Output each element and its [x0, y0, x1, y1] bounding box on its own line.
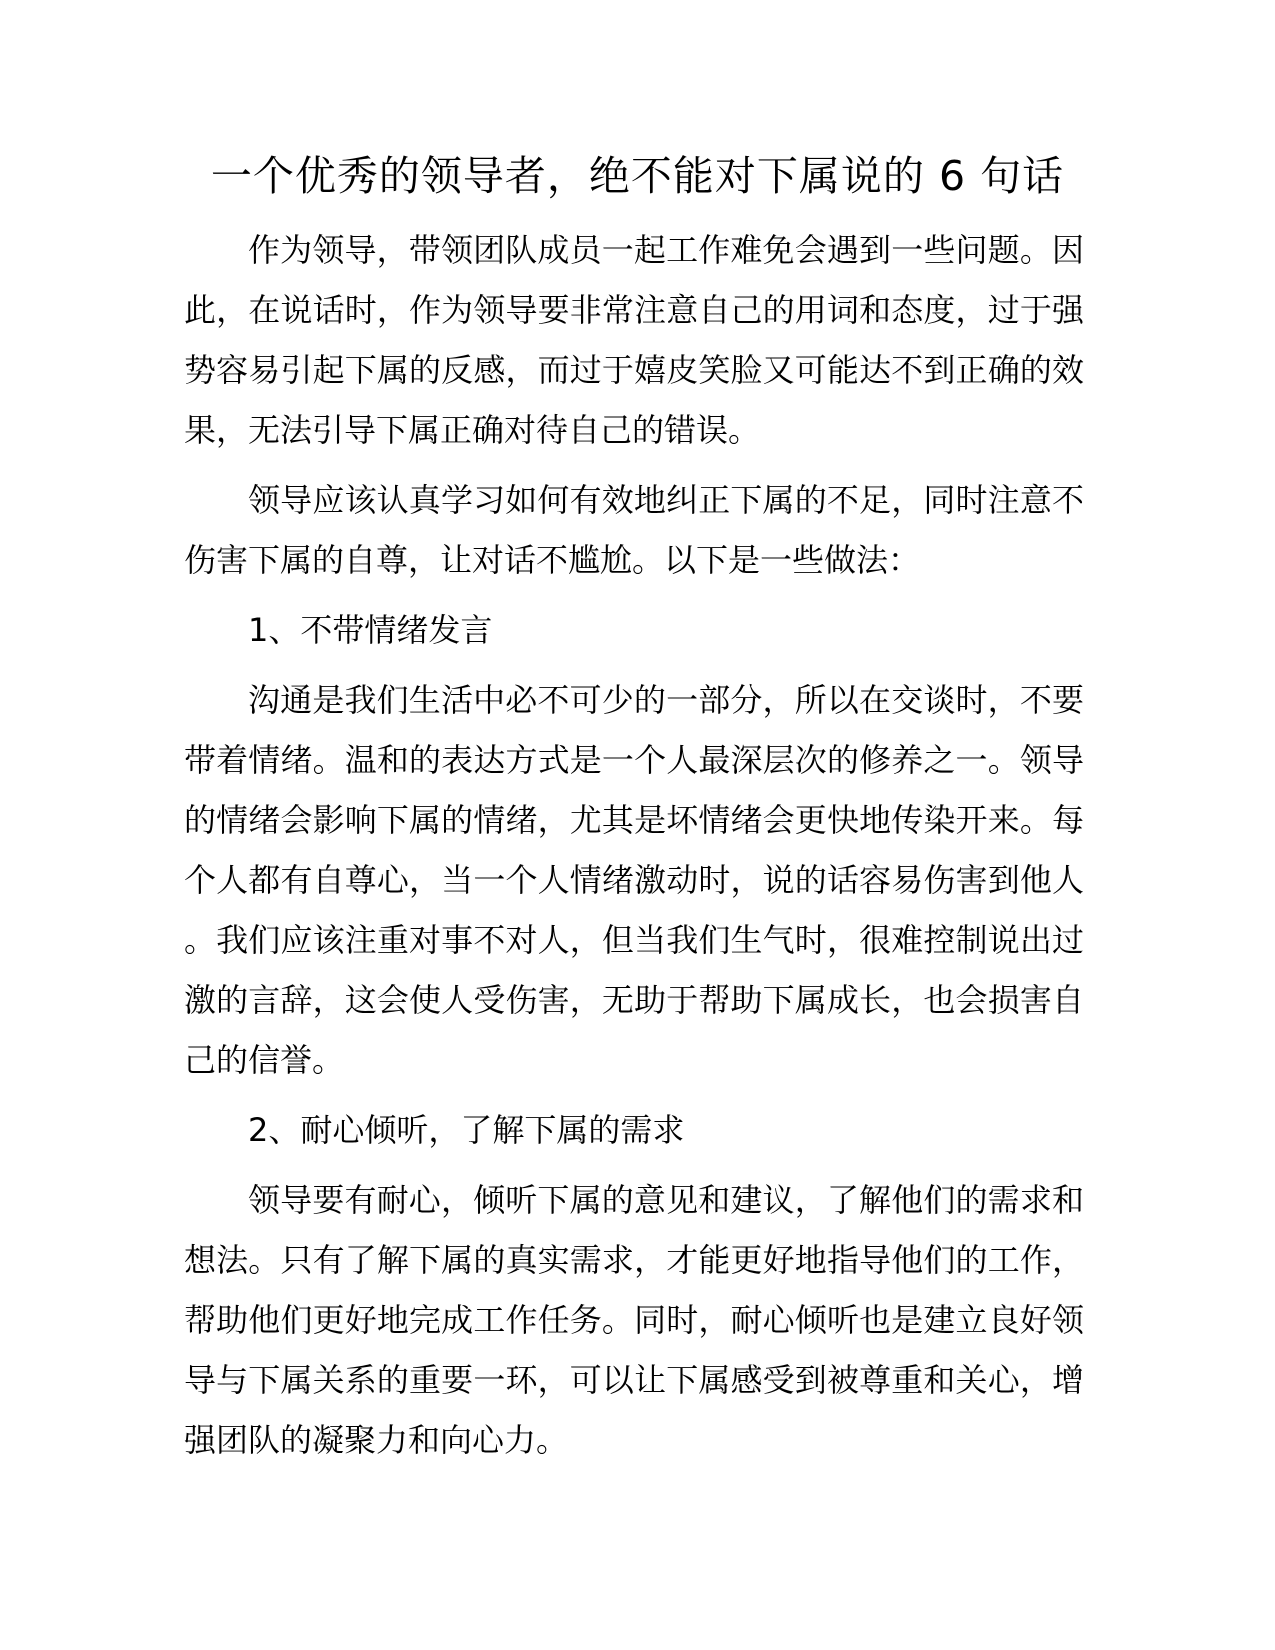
- section-heading-2: 2、耐心倾听，了解下属的需求: [248, 1111, 685, 1149]
- document-title: 一个优秀的领导者，绝不能对下属说的 6 句话: [210, 152, 1065, 200]
- paragraph-approach: 领导应该认真学习如何有效地纠正下属的不足，同时注意不伤害下属的自尊，让对话不尴尬。以下是一些做法：: [184, 481, 1084, 579]
- document-body: [184, 220, 1084, 1480]
- section-heading-1: 1、不带情绪发言: [248, 611, 493, 649]
- paragraph-section-1: 沟通是我们生活中必不可少的一部分，所以在交谈时，不要带着情绪。温和的表达方式是一个人最深层次的修养之一。领导的情绪会影响下属的情绪，尤其是坏情绪会更快地传染开来。每个人都有自尊心，当一个人情绪激动时，说的话容易伤害到他人。我们应该注重对事不对人，但当我们生气时，很难控制说出过激的言辞，这会使人受伤害，无助于帮助下属成长，也会损害自己的信誉。: [184, 681, 1084, 1079]
- paragraph-intro: 作为领导，带领团队成员一起工作难免会遇到一些问题。因此，在说话时，作为领导要非常注意自己的用词和态度，过于强势容易引起下属的反感，而过于嬉皮笑脸又可能达不到正确的效果，无法引导下属正确对待自己的错误。: [184, 231, 1084, 449]
- paragraph-section-2: 领导要有耐心，倾听下属的意见和建议，了解他们的需求和想法。只有了解下属的真实需求，才能更好地指导他们的工作，帮助他们更好地完成工作任务。同时，耐心倾听也是建立良好领导与下属关系的重要一环，可以让下属感受到被尊重和关心，增强团队的凝聚力和向心力。: [184, 1181, 1084, 1459]
